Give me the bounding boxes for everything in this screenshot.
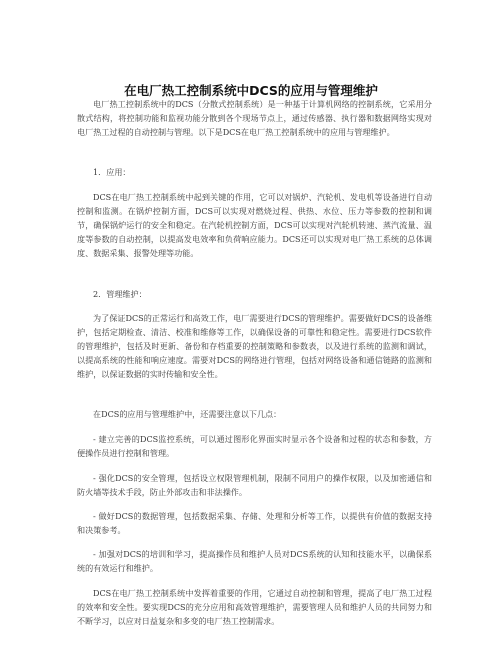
note-data-item: - 做好DCS的数据管理，包括数据采集、存储、处理和分析等工作，以提供有价值的数据支持和决策参考。 <box>77 511 432 536</box>
notes-intro-paragraph: 在DCS的应用与管理维护中，还需要注意以下几点： <box>93 409 282 419</box>
intro-paragraph: 电厂热工控制系统中的DCS（分散式控制系统）是一种基于计算机网络的控制系统，它采用分散式结构，将控制功能和监视功能分散到各个现场节点上，通过传感器、执行器和数据网络实现对电厂热工过程的自动控制与管理。以下是DCS在电厂热工控制系统中的应用与管理维护。 <box>77 99 432 138</box>
note-monitoring-item: - 建立完善的DCS监控系统，可以通过图形化界面实时显示各个设备和过程的状态和参数，方便操作员进行控制和管理。 <box>77 434 432 459</box>
section-heading-application: 1．应用： <box>93 167 131 177</box>
conclusion-paragraph: DCS在电厂热工控制系统中发挥着重要的作用，它通过自动控制和管理，提高了电厂热工过程的效率和安全性。要实现DCS的充分应用和高效管理维护，需要管理人员和维护人员的共同努力和不断学习，以应对日益复杂和多变的电厂热工控制需求。 <box>77 588 432 627</box>
document-title: 在电厂热工控制系统中DCS的应用与管理维护 <box>124 83 378 98</box>
note-training-item: - 加强对DCS的培训和学习，提高操作员和维护人员对DCS系统的认知和技能水平，以确保系统的有效运行和维护。 <box>77 549 432 574</box>
section-heading-maintenance: 2．管理维护： <box>93 289 147 299</box>
application-paragraph: DCS在电厂热工控制系统中起到关键的作用，它可以对锅炉、汽轮机、发电机等设备进行自动控制和监测。在锅炉控制方面，DCS可以实现对燃烧过程、供热、水位、压力等参数的控制和调节，确保锅炉运行的安全和稳定。在汽轮机控制方面，DCS可以实现对汽轮机转速、蒸汽流量、温度等参数的自动控制，以提高发电效率和负荷响应能力。DCS还可以实现对电厂热工系统的总体调度、数据采集、报警处理等功能。 <box>77 192 432 259</box>
note-security-item: - 强化DCS的安全管理，包括设立权限管理机制，限制不同用户的操作权限，以及加密通信和防火墙等技术手段，防止外部攻击和非法操作。 <box>77 473 432 498</box>
maintenance-paragraph: 为了保证DCS的正常运行和高效工作，电厂需要进行DCS的管理维护。需要做好DCS的设备维护，包括定期检查、清洁、校准和维修等工作，以确保设备的可靠性和稳定性。需要进行DCS软件的管理维护，包括及时更新、备份和存档重要的控制策略和参数表，以及进行系统的监测和调试，以提高系统的性能和响应速度。需要对DCS的网络进行管理，包括对网络设备和通信链路的监测和维护，以保证数据的实时传输和安全性。 <box>77 313 432 380</box>
